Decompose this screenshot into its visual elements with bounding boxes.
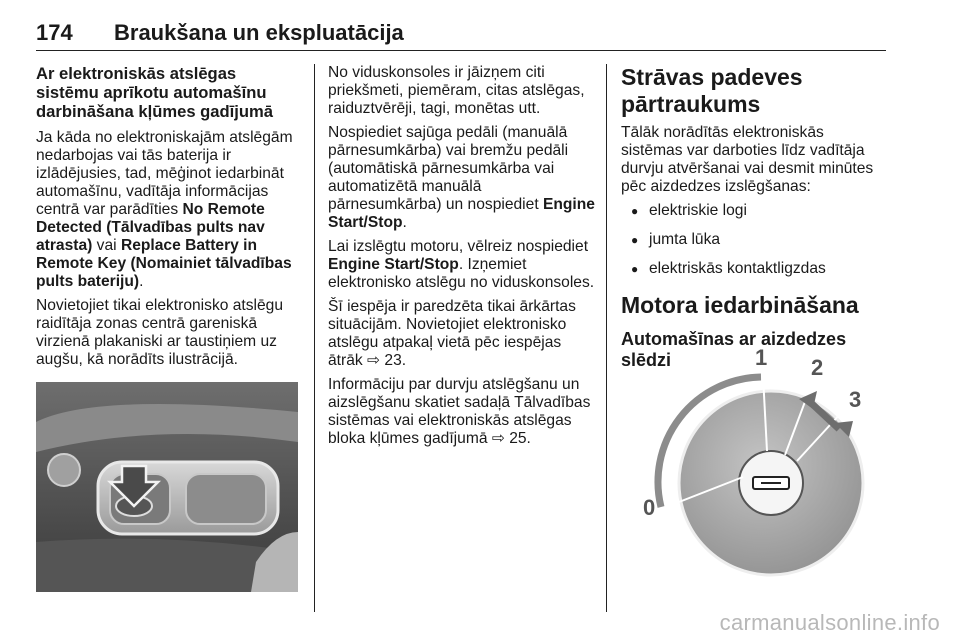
column-right — [621, 64, 889, 379]
page-number: 174 — [36, 20, 73, 45]
message-replace-battery: Replace Battery in Remote Key (Nomainiet tālvadības pults bateriju) — [36, 237, 292, 290]
position-label-1: 1 — [755, 345, 768, 370]
position-label-3: 3 — [849, 387, 862, 412]
paragraph-retained-power: Tālāk norādītās elektroniskās sistēmas var darboties līdz vadītāja durvju atvēršanai vai desmit minūtes pēc aizdedzes izslēgšanas: — [621, 124, 874, 195]
position-label-0: 0 — [643, 495, 656, 520]
section-heading-emergency-start: Ar elektroniskās atslēgas sistēmu aprīkotu automašīnu darbināšana kļūmes gadījumā — [36, 64, 274, 121]
section-heading-engine-start: Motora iedarbināšana — [621, 292, 859, 318]
ignition-switch-illustration — [621, 343, 889, 583]
paragraph-emergency-only: Šī iespēja ir paredzēta tikai ārkārtas situācijām. Novietojiet elektronisko atslēgu atpakaļ vietā pēc iespējas ātrāk ⇨ 23. — [328, 298, 576, 369]
column-middle — [328, 64, 596, 454]
message-no-remote: No Remote Detected (Tālvadības pults nav atrasta) — [36, 201, 265, 254]
position-label-2: 2 — [811, 355, 824, 380]
list-item: ● jumta lūka — [621, 231, 889, 249]
page-title: Braukšana un ekspluatācija — [114, 20, 404, 45]
paragraph-place-key: Novietojiet tikai elektronisko atslēgu raidītāja zonas centrā gareniskā virzienā plakaniski ar taustiņiem uz augšu, kā norādīts ilustrācijā. — [36, 297, 284, 368]
paragraph-locking-info: Informāciju par durvju atslēgšanu un aizslēgšanu skatiet sadaļā Tālvadības sistēmas vai elektroniskās atslēgas bloka kļūmes gadījumā ⇨ 25. — [328, 376, 591, 447]
paragraph-stop-engine: Lai izslēgtu motoru, vēlreiz nospiediet Engine Start/Stop. Izņemiet elektronisko atslēgu no viduskonsoles. — [328, 238, 595, 291]
list-item: ● elektriskie logi — [621, 202, 889, 220]
paragraph-key-failure: Ja kāda no elektroniskajām atslēgām nedarbojas vai tās baterija ir izlādējusies, tad, mēģinot iedarbināt automašīnu, vadītāja informācijas centrā var parādīties No Remote Detected (Tālvadības pults nav atrasta) vai Replace Battery in Remote Key (Nomainiet tālvadības pults bateriju). — [36, 129, 293, 290]
list-item: ● elektriskās kontaktligzdas — [621, 260, 889, 278]
section-heading-power-off: Strāvas padeves pārtraukums — [621, 64, 803, 117]
retained-power-list — [621, 202, 889, 278]
column-divider-1 — [314, 64, 315, 612]
paragraph-press-pedal: Nospiediet sajūga pedāli (manuālā pārnesumkārba) vai bremžu pedāli (automātiskā pārnesumkārba vai automatizētā manuālā pārnesumkārba) un nospiediet Engine Start/Stop. — [328, 124, 595, 231]
console-illustration — [36, 382, 298, 592]
watermark: carmanualsonline.info — [719, 610, 940, 635]
paragraph-remove-items: No viduskonsoles ir jāizņem citi priekšmeti, piemēram, citas atslēgas, raiduztvērēji, tagi, monētas utt. — [328, 64, 585, 117]
subheading-ignition-switch: Automašīnas ar aizdedzes slēdzi — [621, 329, 847, 370]
page-header — [36, 16, 886, 51]
column-left — [36, 64, 302, 375]
button-label-engine-start-stop: Engine Start/Stop — [328, 196, 595, 231]
button-label-engine-start-stop-2: Engine Start/Stop — [328, 256, 459, 273]
column-divider-2 — [606, 64, 607, 612]
